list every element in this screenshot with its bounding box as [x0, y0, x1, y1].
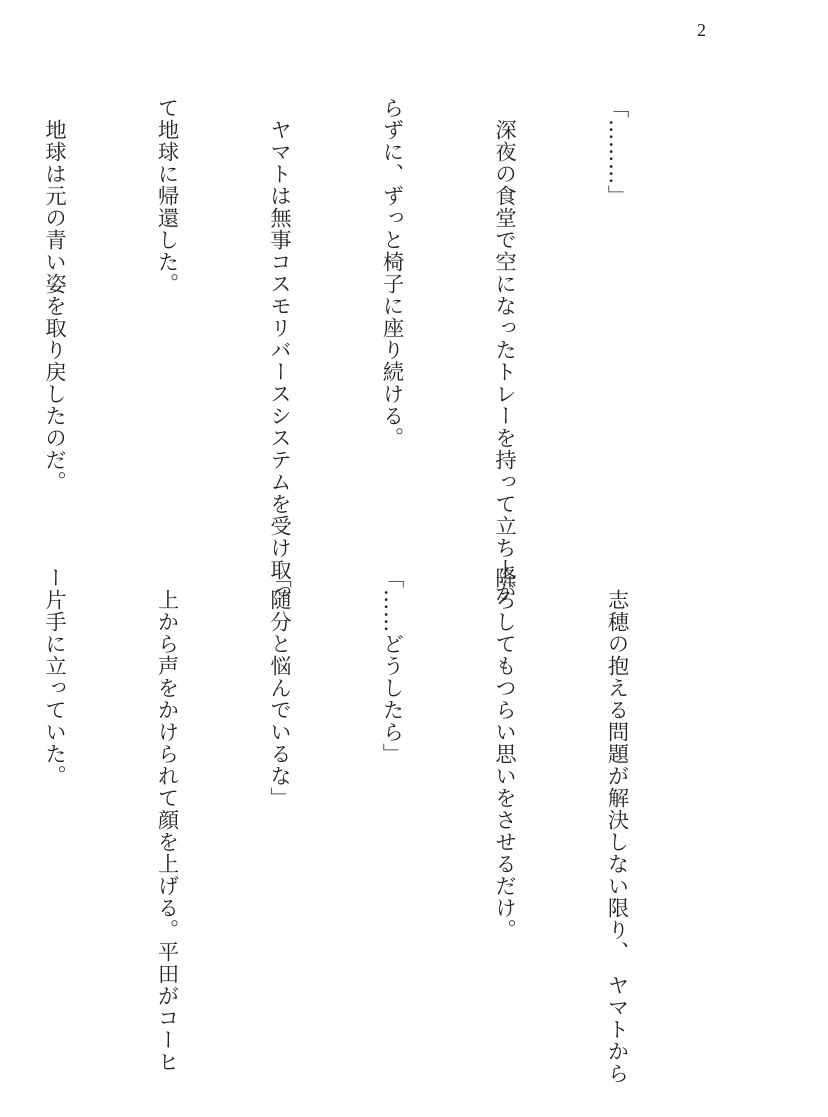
text-line: ヤマトは無事コスモリバースシステムを受け取っ	[266, 97, 292, 603]
text-line: 地球は元の青い姿を取り戻したのだ。	[41, 97, 67, 493]
text-line: 「………」	[604, 97, 629, 207]
text-line: らずに、ずっと椅子に座り続ける。	[379, 97, 404, 449]
page-number: 2	[697, 20, 706, 40]
text-line: 志穂の抱える問題が解決しない限り、 ヤマトから	[604, 567, 629, 1085]
text-block-bottom	[0, 567, 710, 1085]
text-line: 「随分と悩んでいるな」	[266, 567, 292, 809]
text-line: 「……どうしたら」	[379, 567, 404, 765]
text-line: 上から声をかけられて顔を上げる。平田がコーヒ	[154, 567, 179, 1073]
text-line: て地球に帰還した。	[154, 97, 179, 295]
text-line: ー片手に立っていた。	[41, 567, 67, 787]
text-block-top	[0, 97, 710, 603]
text-line: 降ろしてもつらい思いをさせるだけ。	[491, 567, 517, 941]
text-line: 深夜の食堂で空になったトレーを持って立ち上が	[491, 97, 517, 603]
